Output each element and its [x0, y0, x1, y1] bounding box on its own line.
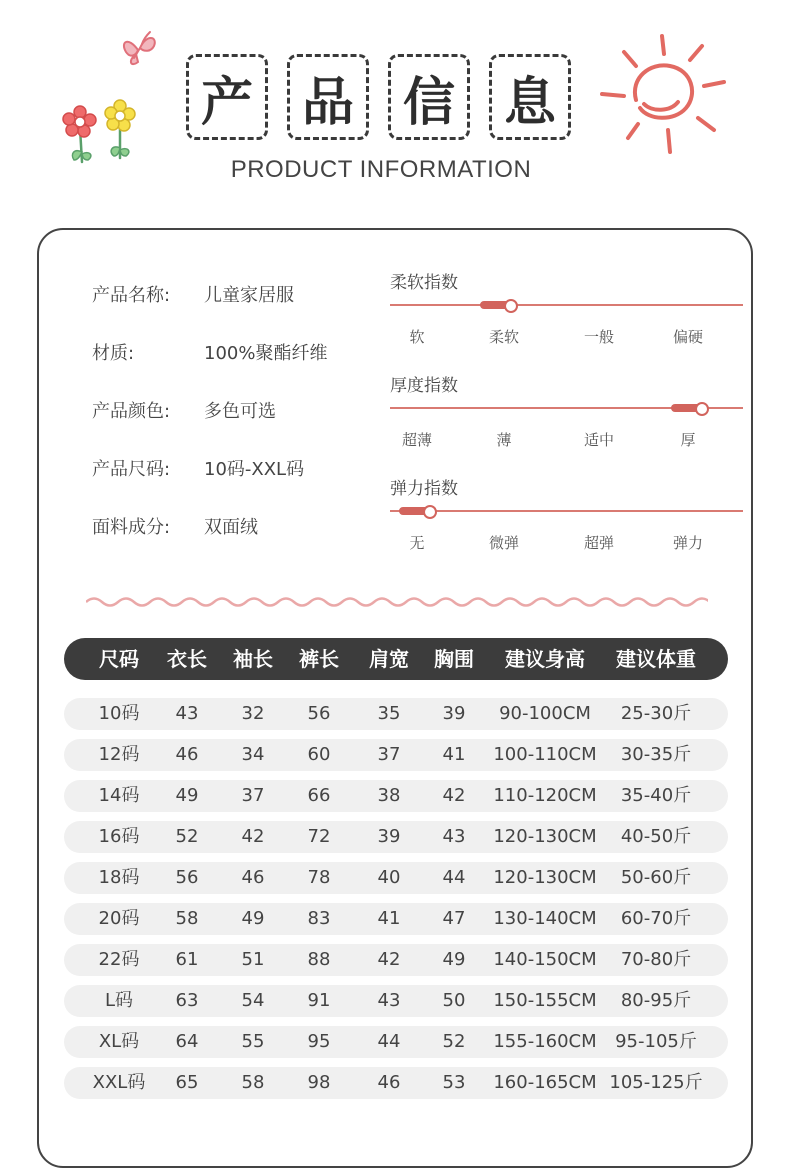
table-cell: 130-140CM: [493, 908, 597, 929]
info-label-fabric: 面料成分:: [92, 517, 171, 538]
table-cell: 61: [175, 949, 199, 970]
table-cell: 63: [175, 990, 199, 1011]
info-label-color: 产品颜色:: [92, 401, 171, 422]
size-table-header-cell: 建议体重: [616, 647, 696, 671]
index-tick-label: 弹力: [672, 534, 703, 552]
table-cell: 37: [241, 785, 265, 806]
table-cell: XXL码: [92, 1072, 146, 1093]
size-table-header-cell: 胸围: [434, 647, 474, 671]
index-tick-label: 薄: [496, 431, 512, 449]
table-cell: 41: [377, 908, 401, 929]
size-table-header-cell: 裤长: [299, 647, 339, 671]
table-cell: 46: [241, 867, 265, 888]
title-char-box: 产: [186, 54, 268, 140]
title-char-box: 息: [489, 54, 571, 140]
table-cell: 66: [307, 785, 331, 806]
index-title: 柔软指数: [390, 273, 458, 293]
table-cell: 60-70斤: [620, 908, 692, 929]
index-title: 厚度指数: [390, 376, 458, 396]
table-row: [64, 739, 728, 771]
table-cell: 88: [307, 949, 331, 970]
wave-divider: [86, 592, 708, 612]
info-value-fabric: 双面绒: [204, 517, 258, 538]
table-cell: 47: [442, 908, 466, 929]
table-cell: 50: [442, 990, 466, 1011]
table-cell: 90-100CM: [499, 703, 591, 724]
table-cell: 18码: [98, 867, 140, 888]
table-cell: 42: [241, 826, 265, 847]
table-cell: 78: [307, 867, 331, 888]
size-table-header-cell: 袖长: [233, 647, 273, 671]
table-cell: 39: [442, 703, 466, 724]
table-cell: 41: [442, 744, 466, 765]
table-cell: 100-110CM: [493, 744, 597, 765]
table-cell: 40: [377, 867, 401, 888]
table-row: [64, 698, 728, 730]
info-label-name: 产品名称:: [92, 285, 171, 306]
info-label-size: 产品尺码:: [92, 459, 171, 480]
table-row: [64, 1067, 728, 1099]
table-cell: 58: [175, 908, 199, 929]
index-title: 弹力指数: [390, 479, 458, 499]
title-char-box: 信: [388, 54, 470, 140]
table-cell: 53: [442, 1072, 466, 1093]
table-cell: 40-50斤: [620, 826, 692, 847]
table-cell: 150-155CM: [493, 990, 597, 1011]
size-table-header-cell: 肩宽: [369, 647, 409, 671]
table-cell: 50-60斤: [620, 867, 692, 888]
table-cell: 98: [307, 1072, 331, 1093]
info-value-material: 100%聚酯纤维: [204, 343, 328, 364]
index-tick-label: 适中: [583, 431, 614, 449]
size-table-header-cell: 建议身高: [505, 647, 585, 671]
table-cell: 65: [175, 1072, 199, 1093]
table-cell: 105-125斤: [609, 1072, 703, 1093]
table-cell: 16码: [98, 826, 140, 847]
table-cell: 30-35斤: [620, 744, 692, 765]
table-cell: 39: [377, 826, 401, 847]
table-row: [64, 780, 728, 812]
table-row: [64, 903, 728, 935]
index-tick-label: 超薄: [401, 431, 432, 449]
table-cell: 22码: [98, 949, 140, 970]
table-cell: 80-95斤: [620, 990, 692, 1011]
table-cell: 60: [307, 744, 331, 765]
table-cell: 49: [241, 908, 265, 929]
info-value-color: 多色可选: [204, 401, 276, 422]
table-cell: 95: [307, 1031, 331, 1052]
table-cell: 35: [377, 703, 401, 724]
table-cell: 14码: [98, 785, 140, 806]
info-value-name: 儿童家居服: [204, 285, 294, 306]
butterfly-icon: [116, 26, 164, 74]
table-cell: 25-30斤: [620, 703, 692, 724]
table-row: [64, 985, 728, 1017]
table-cell: 56: [175, 867, 199, 888]
table-cell: 46: [377, 1072, 401, 1093]
table-cell: 42: [377, 949, 401, 970]
table-cell: 140-150CM: [493, 949, 597, 970]
table-cell: 120-130CM: [493, 867, 597, 888]
info-label-material: 材质:: [92, 343, 135, 364]
index-tick-label: 软: [409, 328, 425, 346]
table-row: [64, 821, 728, 853]
index-slider-knob: [695, 402, 709, 416]
table-cell: 52: [442, 1031, 466, 1052]
table-cell: 160-165CM: [493, 1072, 597, 1093]
index-tick-label: 无: [409, 534, 425, 552]
table-row: [64, 862, 728, 894]
table-cell: 44: [442, 867, 466, 888]
table-cell: 110-120CM: [493, 785, 597, 806]
table-cell: 32: [241, 703, 265, 724]
table-cell: 12码: [98, 744, 140, 765]
table-cell: 64: [175, 1031, 199, 1052]
table-row: [64, 944, 728, 976]
size-table-header: [64, 638, 728, 680]
table-cell: 72: [307, 826, 331, 847]
index-tick-label: 偏硬: [672, 328, 703, 346]
index-tick-label: 一般: [583, 328, 614, 346]
title-char-box: 品: [287, 54, 369, 140]
table-cell: 52: [175, 826, 199, 847]
table-cell: 43: [442, 826, 466, 847]
index-slider-knob: [504, 299, 518, 313]
table-cell: L码: [104, 990, 134, 1011]
index-tick-label: 微弹: [488, 534, 519, 552]
info-value-size: 10码-XXL码: [204, 459, 305, 480]
table-row: [64, 1026, 728, 1058]
table-cell: 54: [241, 990, 265, 1011]
table-cell: 120-130CM: [493, 826, 597, 847]
table-cell: 91: [307, 990, 331, 1011]
table-cell: 95-105斤: [615, 1031, 697, 1052]
table-cell: 51: [241, 949, 265, 970]
table-cell: 43: [175, 703, 199, 724]
table-cell: 58: [241, 1072, 265, 1093]
table-cell: 56: [307, 703, 331, 724]
table-cell: 20码: [98, 908, 140, 929]
table-cell: 70-80斤: [620, 949, 692, 970]
table-cell: 10码: [98, 703, 140, 724]
page-subtitle: PRODUCT INFORMATION: [230, 156, 532, 183]
table-cell: 155-160CM: [493, 1031, 597, 1052]
table-cell: 38: [377, 785, 401, 806]
index-slider-track: [390, 510, 743, 512]
table-cell: 49: [442, 949, 466, 970]
table-cell: 37: [377, 744, 401, 765]
index-tick-label: 超弹: [583, 534, 614, 552]
table-cell: 34: [241, 744, 265, 765]
index-slider-track: [390, 304, 743, 306]
table-cell: 83: [307, 908, 331, 929]
table-cell: 46: [175, 744, 199, 765]
table-cell: 55: [241, 1031, 265, 1052]
sun-icon: [598, 30, 734, 160]
table-cell: 49: [175, 785, 199, 806]
table-cell: 44: [377, 1031, 401, 1052]
table-cell: XL码: [98, 1031, 140, 1052]
table-cell: 35-40斤: [620, 785, 692, 806]
index-tick-label: 厚: [680, 431, 696, 449]
index-tick-label: 柔软: [488, 328, 519, 346]
index-slider-knob: [423, 505, 437, 519]
size-table-header-cell: 衣长: [167, 647, 207, 671]
table-cell: 42: [442, 785, 466, 806]
size-table-header-cell: 尺码: [99, 647, 139, 671]
table-cell: 43: [377, 990, 401, 1011]
